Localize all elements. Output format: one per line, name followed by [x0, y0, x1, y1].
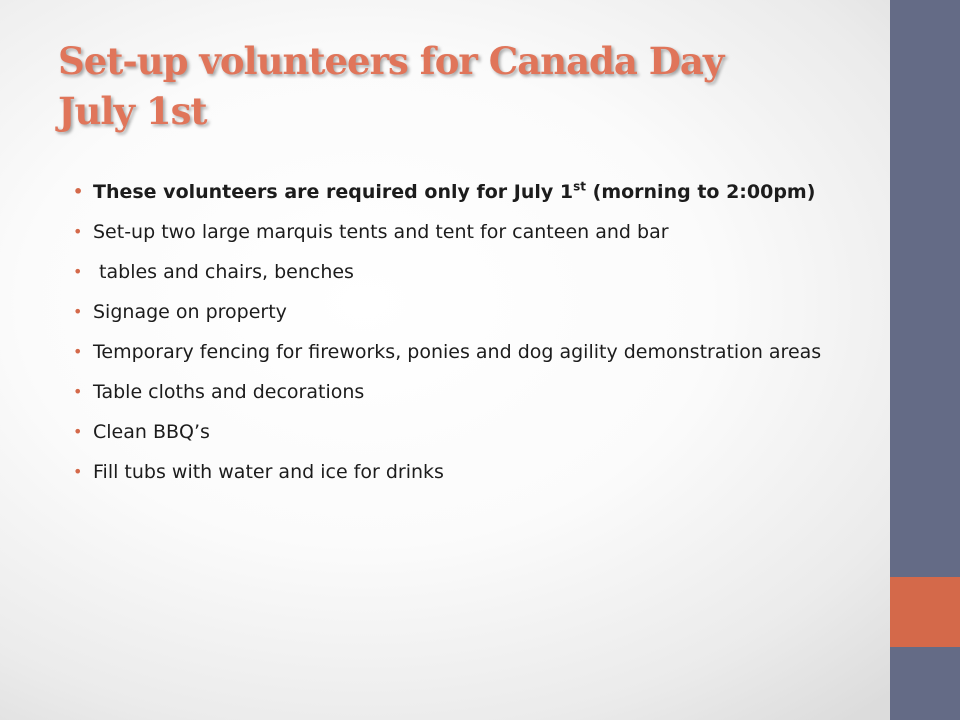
bullet-text-7: Clean BBQ’s: [93, 421, 210, 443]
bullet-item-6: [73, 376, 833, 408]
bullet-text-3: tables and chairs, benches: [93, 261, 354, 283]
bullet-text-1-sup: st: [573, 179, 587, 194]
bullet-dot: •: [73, 422, 83, 441]
slide-title-line-1: Set-up volunteers for Canada Day: [58, 39, 724, 83]
bullet-text-6: Table cloths and decorations: [93, 381, 365, 403]
bullet-item-8: [73, 456, 833, 488]
bullet-text-1-pre: These volunteers are required only for July 1: [93, 181, 574, 203]
bullet-item-4: [73, 296, 833, 328]
slide-title-line-2: July 1st: [58, 89, 207, 133]
bullet-item-7: [73, 416, 833, 448]
bullet-dot: •: [73, 382, 83, 401]
slide-title: [58, 36, 878, 136]
bullet-dot: •: [73, 462, 83, 481]
bullet-text-4: Signage on property: [93, 301, 287, 323]
bullet-dot: •: [73, 342, 83, 361]
bullet-dot: •: [73, 262, 83, 281]
bullet-dot: •: [73, 182, 84, 201]
bullet-text-5: Temporary fencing for fireworks, ponies and dog agility demonstration areas: [93, 341, 822, 363]
bullet-dot: •: [73, 302, 83, 321]
bullet-item-5: [73, 336, 833, 368]
side-accent-block: [890, 577, 960, 647]
bullet-list: [73, 176, 833, 496]
bullet-item-2: [73, 216, 833, 248]
bullet-item-3: [73, 256, 833, 288]
bullet-item-1: [73, 176, 833, 208]
bullet-dot: •: [73, 222, 83, 241]
bullet-text-8: Fill tubs with water and ice for drinks: [93, 461, 444, 483]
bullet-text-1-post: (morning to 2:00pm): [586, 181, 816, 203]
bullet-text-2: Set-up two large marquis tents and tent for canteen and bar: [93, 221, 669, 243]
